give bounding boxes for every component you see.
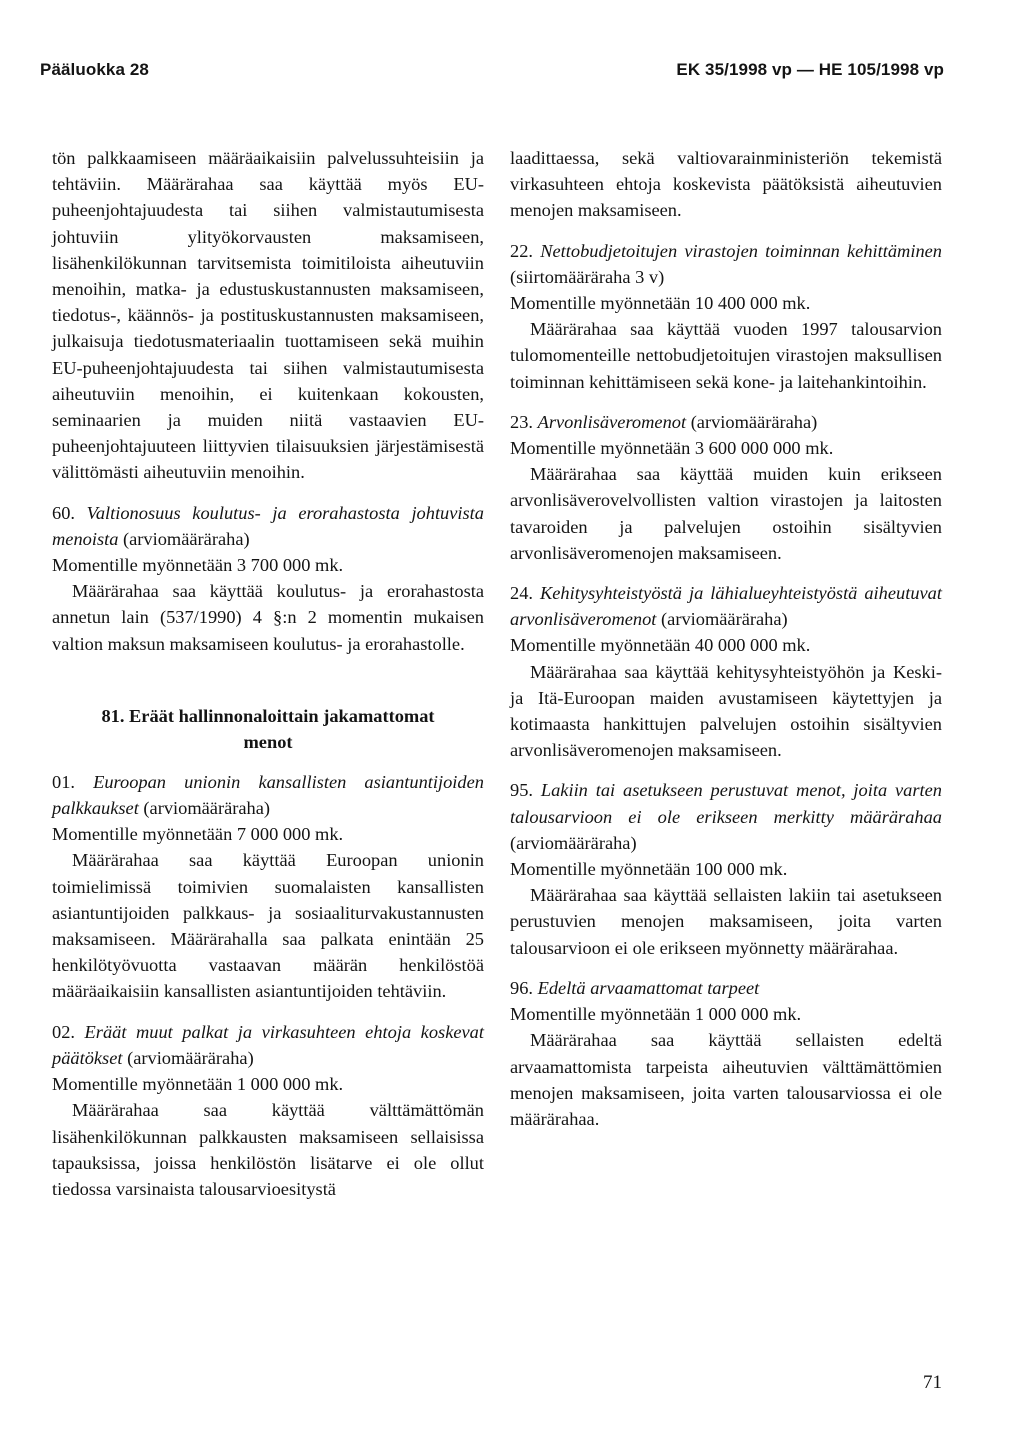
item-type: (arviomääräraha) [690,411,818,432]
item-number: 22. [510,240,533,261]
item-title: Euroopan unionin kansallisten asiantuntijoiden palkkaukset [52,771,484,819]
page-number: 71 [923,1372,942,1393]
running-header-right: EK 35/1998 vp — HE 105/1998 vp [676,60,944,79]
item-22 [510,238,942,395]
item-number: 95. [510,780,533,801]
item-heading [52,1019,484,1071]
item-text: Määrärahaa saa käyttää vuoden 1997 talousarvion tulomomenteille nettobudjetoitujen virastojen maksullisen toiminnan kehittämiseen sekä kone- ja laitehankintoihin. [510,319,942,392]
item-heading [52,500,484,552]
item-text: Määrärahaa saa käyttää muiden kuin erikseen arvonlisäverovelvollisten valtion virastojen ja laitosten tavaroiden ja palvelujen ostoihin sisältyvien arvonlisäveromenojen maksamiseen. [510,464,942,563]
item-title: Lakiin tai asetukseen perustuvat menot, joita varten talousarvioon ei ole erikseen merkitty määrärahaa [510,780,942,827]
item-number: 23. [510,411,533,432]
section-heading [52,703,484,755]
item-heading [510,238,942,290]
item-type: (arviomääräraha) [127,1047,254,1068]
section-heading-line-1: 81. Eräät hallinnonaloittain jakamattomat [101,705,435,726]
item-title: Valtionosuus koulutus- ja erorahastosta johtuvista menoista [52,502,484,549]
item-title: Edeltä arvaamattomat tarpeet [537,977,760,998]
item-95 [510,777,942,960]
item-title: Kehitysyhteistyöstä ja lähialueyhteistyöstä aiheutuvat arvonlisäveromenot [510,583,942,630]
item-number: 60. [52,502,75,523]
right-column [510,145,942,1132]
item-text: Määrärahaa saa käyttää kehitysyhteistyöhön ja Keski- ja Itä-Euroopan maiden avustamiseen käytettyjen ja kotimaasta hankittujen palvelujen ostoihin sisältyvien arvonlisäveromenojen maksamiseen. [510,661,942,761]
item-type: (siirtomääräraha 3 v) [510,266,665,287]
item-heading [510,975,942,1001]
item-text: Määrärahaa saa käyttää Euroopan unionin toimielimissä toimivien suomalaisten kansallisten asiantuntijoiden palkkaus- ja sosiaaliturvakustannusten maksamiseen. Määrärahalla saa palkata enintään 25 henkilötyövuotta vastaavan määrän henkilöstöä määräaikaisiin kansallisten asiantuntijoiden tehtäviin. [52,850,484,1002]
item-text: Määrärahaa saa käyttää koulutus- ja erorahastosta annetun lain (537/1990) 4 §:n 2 momentin mukaisen valtion maksun maksamiseen koulutus- ja erorahastolle. [52,581,484,654]
item-type: (arviomääräraha) [143,798,271,819]
item-number: 01. [52,771,75,792]
item-heading [510,777,942,856]
item-title: Nettobudjetoitujen virastojen toiminnan kehittäminen [540,240,942,261]
item-heading [510,580,942,632]
item-heading [510,409,942,435]
running-header-left: Pääluokka 28 [40,60,149,79]
item-24 [510,580,942,763]
item-amount: Momentille myönnetään 1 000 000 mk. [52,1074,344,1095]
item-96 [510,975,942,1132]
item-type: (arviomääräraha) [123,528,250,549]
item-amount: Momentille myönnetään 10 400 000 mk. [510,293,811,314]
item-amount: Momentille myönnetään 100 000 mk. [510,859,788,880]
item-amount: Momentille myönnetään 7 000 000 mk. [52,824,344,845]
item-type: (arviomääräraha) [661,609,788,630]
item-title: Eräät muut palkat ja virkasuhteen ehtoja koskevat päätökset [52,1021,484,1068]
item-number: 24. [510,583,533,604]
item-02 [52,1019,484,1202]
item-number: 02. [52,1021,75,1042]
item-text: Määrärahaa saa käyttää sellaisten edeltä arvaamattomista tarpeista aiheutuvien välttämättömien menojen maksamiseen, joita varten talousarviossa ei ole määrärahaa. [510,1030,942,1129]
item-text: Määrärahaa saa käyttää välttämättömän lisähenkilökunnan palkkausten maksamiseen sellaisissa tapauksissa, joissa henkilöstön lisätarve ei ole ollut tiedossa varsinaista talousarvioesitystä [52,1100,484,1199]
item-type: (arviomääräraha) [510,832,637,853]
continuation-paragraph: tön palkkaamiseen määräaikaisiin palvelussuhteisiin ja tehtäviin. Määrärahaa saa käyttää myös EU-puheenjohtajuudesta tai siihen valmistautumisesta johtuviin ylityökorvausten maksamiseen, lisähenkilökunnan tarvitsemista toimitiloista aiheutuviin menoihin, matka- ja edustuskustannusten maksamiseen, tiedotus-, käännös- ja postituskustannusten maksamiseen, julkaisuja tiedotusmateriaalin tuottamiseen sekä muihin EU-puheenjohtajuudesta tai siihen valmistautumisesta aiheutuviin menoihin, ei kuitenkaan kokousten, seminaarien ja muiden niitä vastaavien EU-puheenjohtajuuteen liittyvien tilaisuuksien järjestämisestä välittömästi aiheutuviin menoihin. [52,148,484,483]
item-text: Määrärahaa saa käyttää sellaisten lakiin tai asetukseen perustuvien menojen maksamiseen, joita varten talousarvioon ei ole erikseen myönnetty määrärahaa. [510,885,942,958]
item-title: Arvonlisäveromenot [537,411,687,432]
item-60 [52,500,484,657]
item-amount: Momentille myönnetään 1 000 000 mk. [510,1004,802,1025]
continuation-paragraph: laadittaessa, sekä valtiovarainministeriön tekemistä virkasuhteen ehtoja koskevista päätöksistä aiheutuvien menojen maksamiseen. [510,148,942,221]
item-amount: Momentille myönnetään 40 000 000 mk. [510,635,811,656]
item-amount: Momentille myönnetään 3 700 000 mk. [52,555,344,576]
left-column [52,145,484,1202]
item-23 [510,409,942,566]
item-heading [52,769,484,821]
item-number: 96. [510,977,533,998]
item-amount: Momentille myönnetään 3 600 000 000 mk. [510,438,834,459]
item-01 [52,769,484,1005]
section-heading-line-2: menot [243,731,293,752]
